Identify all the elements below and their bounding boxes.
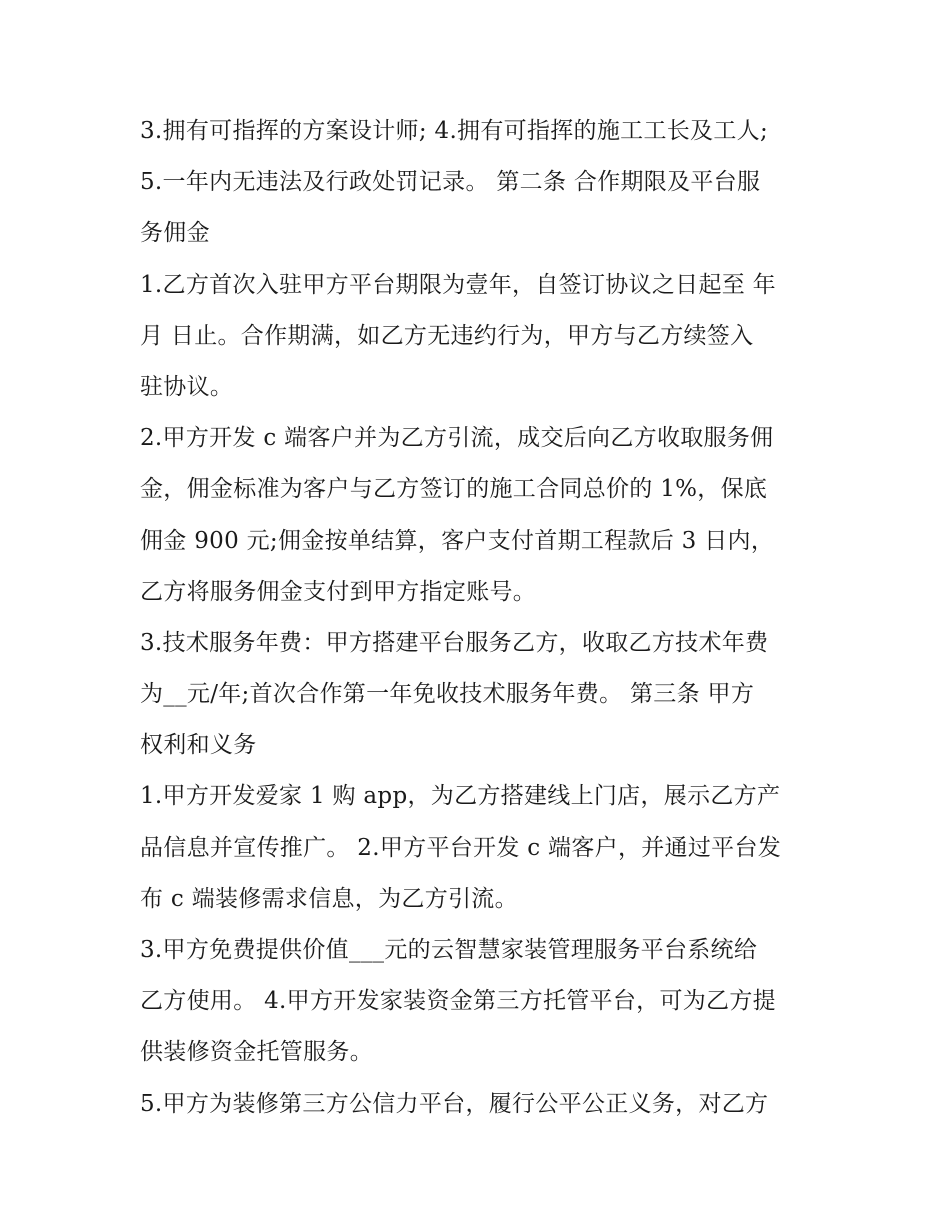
- text-line: 3.拥有可指挥的方案设计师; 4.拥有可指挥的施工工长及工人;: [140, 118, 768, 144]
- text-line: 驻协议。: [140, 373, 234, 400]
- text-line: 务佣金: [140, 220, 210, 247]
- paragraph-qualifications: [140, 106, 820, 157]
- text-line: 乙方使用。 4.甲方开发家装资金第三方托管平台，可为乙方提: [140, 988, 776, 1015]
- paragraph-term: [140, 260, 820, 414]
- paragraph-annual-fee: [140, 618, 820, 772]
- text-line: 金，佣金标准为客户与乙方签订的施工合同总价的 1%，保底: [140, 476, 768, 503]
- text-line: 5.一年内无违法及行政处罚记录。 第二条 合作期限及平台服: [140, 169, 761, 196]
- text-line: 乙方将服务佣金支付到甲方指定账号。: [140, 578, 537, 605]
- text-line: 品信息并宣传推广。 2.甲方平台开发 c 端客户，并通过平台发: [140, 834, 782, 861]
- text-line: 佣金 900 元;佣金按单结算，客户支付首期工程款后 3 日内，: [140, 527, 775, 554]
- text-line: 供装修资金托管服务。: [140, 1039, 373, 1066]
- text-line: 1.乙方首次入驻甲方平台期限为壹年，自签订协议之日起至 年: [140, 271, 776, 298]
- text-line: 为__元/年;首次合作第一年免收技术服务年费。 第三条 甲方: [140, 681, 755, 708]
- text-line: 5.甲方为装修第三方公信力平台，履行公平公正义务，对乙方: [140, 1090, 769, 1117]
- text-line: 布 c 端装修需求信息，为乙方引流。: [140, 885, 518, 912]
- text-line: 3.甲方免费提供价值___元的云智慧家装管理服务平台系统给: [140, 937, 758, 963]
- text-line: 2.甲方开发 c 端客户并为乙方引流，成交后向乙方收取服务佣: [140, 425, 774, 452]
- paragraph-commission: [140, 413, 820, 618]
- text-line: 1.甲方开发爱家 1 购 app，为乙方搭建线上门店，展示乙方产: [140, 783, 781, 810]
- paragraph-article-two-heading: [140, 157, 820, 259]
- document-body: [140, 106, 820, 1130]
- paragraph-party-a-fairness: [140, 1079, 820, 1130]
- paragraph-party-a-app: [140, 771, 820, 925]
- paragraph-party-a-platform: [140, 925, 820, 1079]
- text-line: 3.技术服务年费：甲方搭建平台服务乙方，收取乙方技术年费: [140, 629, 769, 656]
- text-line: 权利和义务: [140, 732, 257, 759]
- text-line: 月 日止。合作期满，如乙方无违约行为，甲方与乙方续签入: [140, 322, 754, 349]
